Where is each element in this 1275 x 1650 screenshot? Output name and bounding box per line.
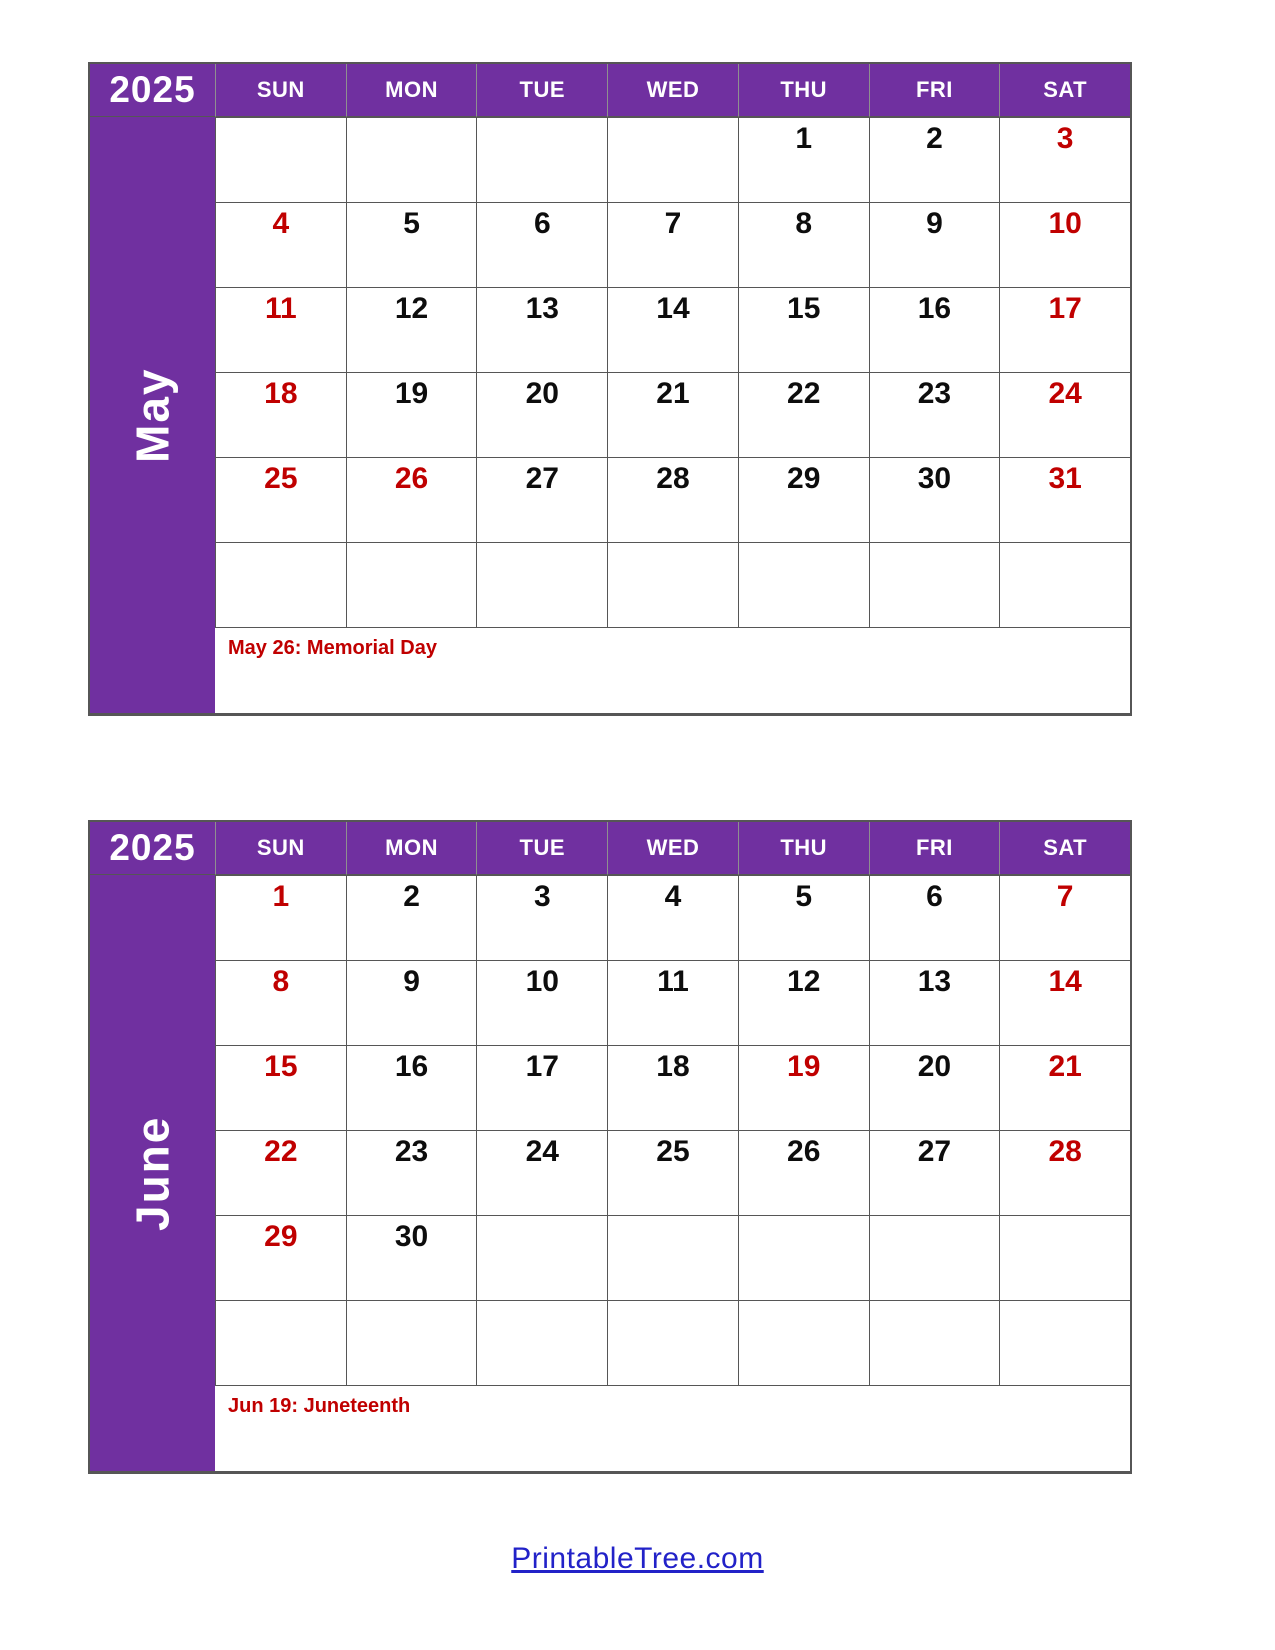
day-cell: 8 [738,202,869,287]
day-cell: 28 [607,457,738,542]
empty-day-cell [476,542,607,627]
printabletree-link[interactable]: PrintableTree.com [511,1542,764,1575]
day-cell: 12 [738,960,869,1045]
weekday-header-mon: MON [346,64,477,117]
day-cell: 26 [346,457,477,542]
empty-day-cell [999,1300,1130,1385]
day-cell: 2 [869,117,1000,202]
weekday-header-sun: SUN [215,64,346,117]
month-label: May [90,117,215,713]
empty-day-cell [215,117,346,202]
weekday-header-fri: FRI [869,822,1000,875]
day-cell: 24 [476,1130,607,1215]
day-cell: 7 [607,202,738,287]
day-cell: 11 [215,287,346,372]
empty-day-cell [999,542,1130,627]
weekday-header-wed: WED [607,822,738,875]
day-cell: 29 [215,1215,346,1300]
day-cell: 6 [476,202,607,287]
day-cell: 9 [869,202,1000,287]
day-cell: 21 [607,372,738,457]
day-cell: 23 [869,372,1000,457]
day-cell: 15 [215,1045,346,1130]
empty-day-cell [607,117,738,202]
day-cell: 9 [346,960,477,1045]
holiday-note: Jun 19: Juneteenth [215,1385,1130,1471]
empty-day-cell [869,542,1000,627]
day-cell: 24 [999,372,1130,457]
weekday-header-sat: SAT [999,64,1130,117]
day-cell: 28 [999,1130,1130,1215]
year-label: 2025 [90,64,215,117]
year-label: 2025 [90,822,215,875]
empty-day-cell [476,1300,607,1385]
empty-day-cell [607,542,738,627]
day-cell: 29 [738,457,869,542]
day-cell: 8 [215,960,346,1045]
day-cell: 20 [476,372,607,457]
day-cell: 22 [738,372,869,457]
day-cell: 18 [607,1045,738,1130]
footer [0,1542,1275,1576]
june-2025-calendar [88,820,1132,1474]
day-cell: 17 [999,287,1130,372]
holiday-note: May 26: Memorial Day [215,627,1130,713]
day-cell: 1 [738,117,869,202]
day-cell: 10 [999,202,1130,287]
empty-day-cell [869,1215,1000,1300]
day-cell: 27 [476,457,607,542]
day-cell: 18 [215,372,346,457]
empty-day-cell [999,1215,1130,1300]
day-cell: 27 [869,1130,1000,1215]
month-label: June [90,875,215,1471]
day-cell: 1 [215,875,346,960]
empty-day-cell [738,1215,869,1300]
weekday-header-sat: SAT [999,822,1130,875]
day-cell: 7 [999,875,1130,960]
day-cell: 4 [215,202,346,287]
day-cell: 14 [999,960,1130,1045]
day-cell: 12 [346,287,477,372]
weekday-header-tue: TUE [476,822,607,875]
day-cell: 13 [476,287,607,372]
empty-day-cell [738,542,869,627]
day-cell: 6 [869,875,1000,960]
day-cell: 30 [346,1215,477,1300]
empty-day-cell [607,1215,738,1300]
weekday-header-thu: THU [738,822,869,875]
day-cell: 16 [869,287,1000,372]
day-cell: 3 [999,117,1130,202]
day-cell: 11 [607,960,738,1045]
day-cell: 5 [738,875,869,960]
day-cell: 22 [215,1130,346,1215]
empty-day-cell [346,117,477,202]
day-cell: 25 [215,457,346,542]
day-cell: 3 [476,875,607,960]
empty-day-cell [346,542,477,627]
day-cell: 31 [999,457,1130,542]
day-cell: 21 [999,1045,1130,1130]
empty-day-cell [346,1300,477,1385]
day-cell: 4 [607,875,738,960]
day-cell: 25 [607,1130,738,1215]
empty-day-cell [476,117,607,202]
day-cell: 10 [476,960,607,1045]
day-cell: 14 [607,287,738,372]
weekday-header-mon: MON [346,822,477,875]
weekday-header-tue: TUE [476,64,607,117]
day-cell: 17 [476,1045,607,1130]
day-cell: 26 [738,1130,869,1215]
day-cell: 13 [869,960,1000,1045]
empty-day-cell [869,1300,1000,1385]
day-cell: 23 [346,1130,477,1215]
day-cell: 15 [738,287,869,372]
empty-day-cell [215,542,346,627]
day-cell: 19 [346,372,477,457]
weekday-header-wed: WED [607,64,738,117]
weekday-header-fri: FRI [869,64,1000,117]
day-cell: 16 [346,1045,477,1130]
weekday-header-sun: SUN [215,822,346,875]
weekday-header-thu: THU [738,64,869,117]
empty-day-cell [215,1300,346,1385]
day-cell: 20 [869,1045,1000,1130]
day-cell: 30 [869,457,1000,542]
empty-day-cell [476,1215,607,1300]
empty-day-cell [607,1300,738,1385]
day-cell: 5 [346,202,477,287]
day-cell: 2 [346,875,477,960]
may-2025-calendar [88,62,1132,716]
empty-day-cell [738,1300,869,1385]
day-cell: 19 [738,1045,869,1130]
